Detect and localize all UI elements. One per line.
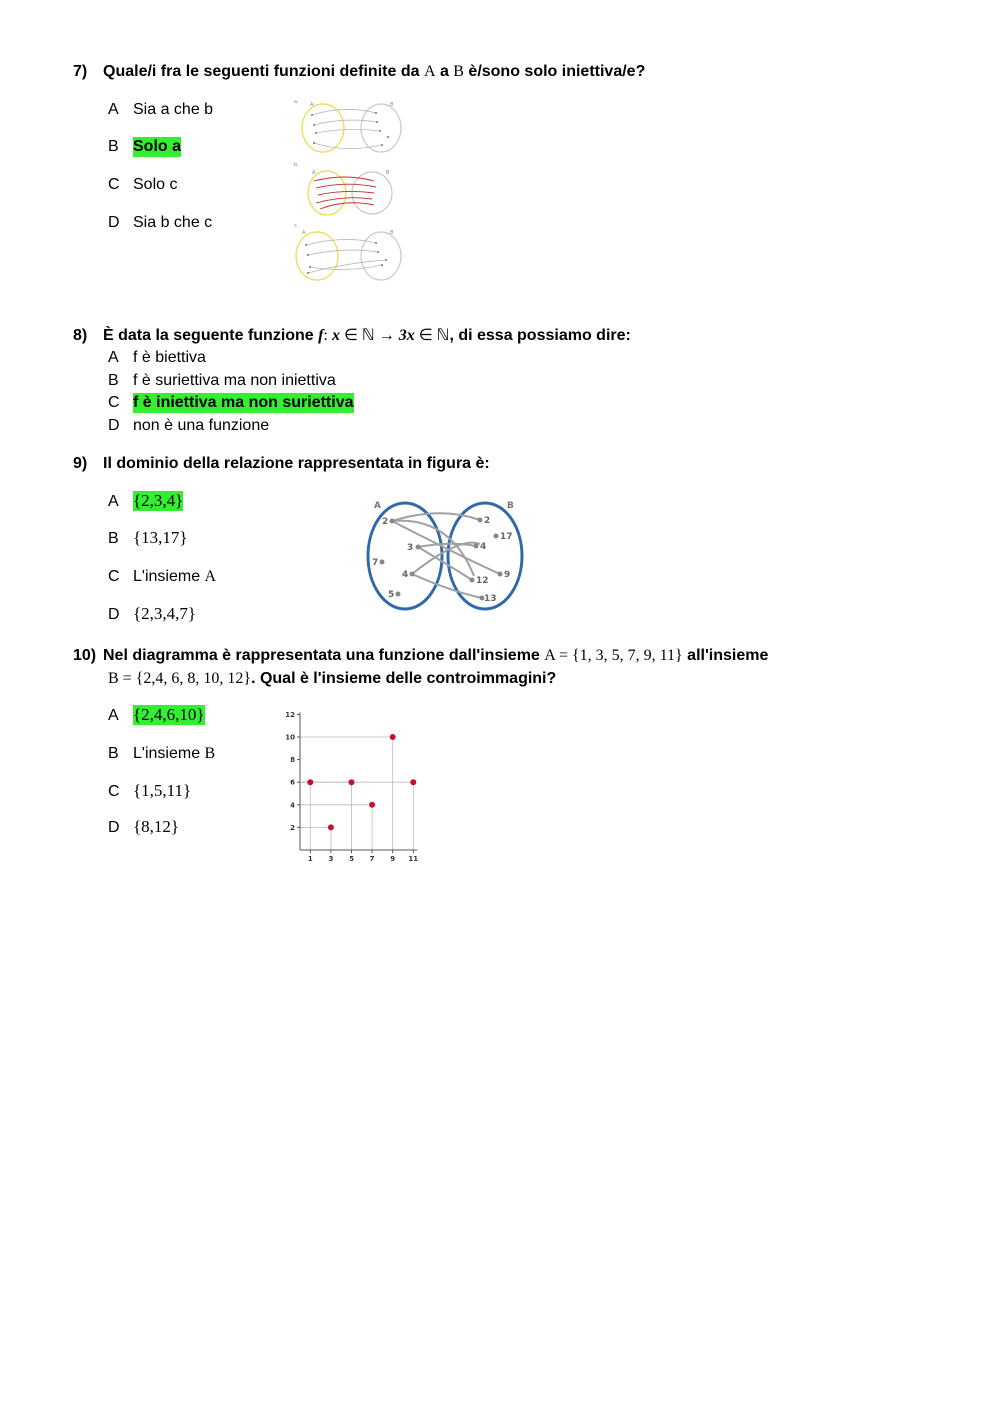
question-8-title: [0, 326, 1000, 346]
x-tick-label: 9: [390, 855, 396, 863]
element-label: 4: [480, 542, 487, 552]
option-letter: C: [108, 394, 120, 411]
question-9-text: Il dominio della relazione rappresentata in figura è:: [103, 455, 490, 472]
option-letter: C: [108, 568, 120, 585]
option-text: f è suriettiva ma non iniettiva: [133, 372, 336, 389]
question-10-title-line2: B = {2,4, 6, 8, 10, 12}. Qual è l'insieme delle controimmagini?: [108, 670, 557, 687]
option-text-correct: f è iniettiva ma non suriettiva: [133, 394, 354, 411]
element-label: 4: [402, 570, 409, 580]
x-tick-label: 11: [408, 855, 419, 863]
option-text: f è biettiva: [133, 349, 206, 366]
data-point: [328, 824, 334, 830]
x-tick-label: 7: [369, 855, 375, 863]
diagram-b-label: b.: [294, 162, 299, 168]
option-text: Sia b che c: [133, 214, 213, 231]
element-label: 2: [382, 517, 389, 527]
element-label: 5: [388, 590, 395, 600]
element-label: 2: [484, 516, 491, 526]
data-point: [390, 734, 396, 740]
diagram-a-points: [311, 112, 389, 146]
q7-diagrams: [290, 95, 410, 285]
option-text: {13,17}: [133, 528, 188, 547]
option-text: {8,12}: [133, 817, 180, 836]
y-tick-label: 12: [285, 710, 295, 719]
x-tick-label: 3: [328, 855, 334, 863]
question-7-title: [0, 62, 1000, 82]
option-letter: B: [108, 372, 119, 389]
question-10-number: 10): [73, 647, 97, 664]
question-10-title: [0, 646, 1000, 666]
question-8-number: 8): [73, 327, 88, 344]
set-b-label: B: [507, 501, 514, 511]
option-letter: C: [108, 783, 120, 800]
set-a-label: A: [302, 230, 306, 236]
x-tick-label: 5: [349, 855, 354, 863]
data-point: [410, 779, 416, 785]
question-7-number: 7): [73, 63, 88, 80]
option-text: L'insieme B: [133, 745, 216, 762]
question-9-title: [0, 454, 1000, 474]
option-letter: A: [108, 493, 119, 510]
option-letter: D: [108, 606, 120, 623]
element-label: 17: [500, 532, 513, 542]
chart-guides: [300, 737, 413, 850]
element-label: 13: [484, 594, 497, 604]
set-b-ellipse: [361, 232, 401, 280]
set-a-ellipse: [302, 104, 344, 152]
q10-function-chart: [280, 706, 450, 866]
option-text: {1,5,11}: [133, 781, 192, 800]
data-point: [307, 779, 313, 785]
option-letter: D: [108, 417, 120, 434]
option-letter: B: [108, 530, 119, 547]
diagram-c-label: c.: [294, 223, 299, 229]
diagram-a-label: a.: [294, 99, 299, 105]
question-9-number: 9): [73, 455, 88, 472]
element-label: 7: [372, 558, 379, 568]
y-tick-label: 4: [290, 801, 295, 810]
question-7-text: Quale/i fra le seguenti funzioni definite da A a B è/sono solo iniettiva/e?: [103, 63, 646, 80]
set-b-label: B: [390, 102, 394, 108]
set-b-elements: [476, 516, 513, 604]
y-tick-label: 8: [290, 756, 295, 765]
option-letter: D: [108, 819, 120, 836]
set-a-label: A: [310, 102, 314, 108]
option-letter: A: [108, 349, 119, 366]
option-letter: A: [108, 101, 119, 118]
y-tick-label: 6: [290, 778, 295, 787]
option-text: Solo c: [133, 176, 178, 193]
question-10-text-line1: Nel diagramma è rappresentata una funzione dall'insieme A = {1, 3, 5, 7, 9, 11} all'insieme: [103, 647, 769, 664]
option-letter: D: [108, 214, 120, 231]
y-tick-label: 2: [290, 823, 295, 832]
diagram-b-arrows: [314, 177, 376, 209]
option-text: {2,3,4,7}: [133, 604, 197, 623]
option-text-correct: {2,3,4}: [133, 491, 184, 510]
option-text: L'insieme A: [133, 568, 217, 585]
element-label: 12: [476, 576, 489, 586]
set-a-label: A: [374, 501, 381, 511]
data-point: [369, 802, 375, 808]
set-b-label: B: [386, 170, 390, 176]
option-letter: B: [108, 745, 119, 762]
question-8-text: È data la seguente funzione f: x ∈ ℕ → 3x ∈ ℕ, di essa possiamo dire:: [103, 327, 631, 344]
element-label: 9: [504, 570, 511, 580]
option-text-correct: Solo a: [133, 138, 182, 155]
set-a-ellipse: [368, 503, 442, 609]
option-letter: B: [108, 138, 119, 155]
option-text: non è una funzione: [133, 417, 270, 434]
diagram-a-arrows: [312, 109, 382, 148]
element-label: 3: [407, 543, 414, 553]
y-tick-label: 10: [285, 733, 295, 742]
set-a-label: A: [312, 170, 316, 176]
option-letter: C: [108, 176, 120, 193]
diagram-c-arrows: [306, 239, 386, 273]
data-point: [349, 779, 355, 785]
set-a-ellipse: [296, 232, 338, 280]
set-b-label: B: [390, 230, 394, 236]
q9-relation-diagram: [360, 496, 530, 614]
option-letter: A: [108, 707, 119, 724]
option-text-correct: {2,4,6,10}: [133, 705, 205, 724]
option-text: Sia a che b: [133, 101, 214, 118]
x-tick-label: 1: [307, 855, 313, 863]
